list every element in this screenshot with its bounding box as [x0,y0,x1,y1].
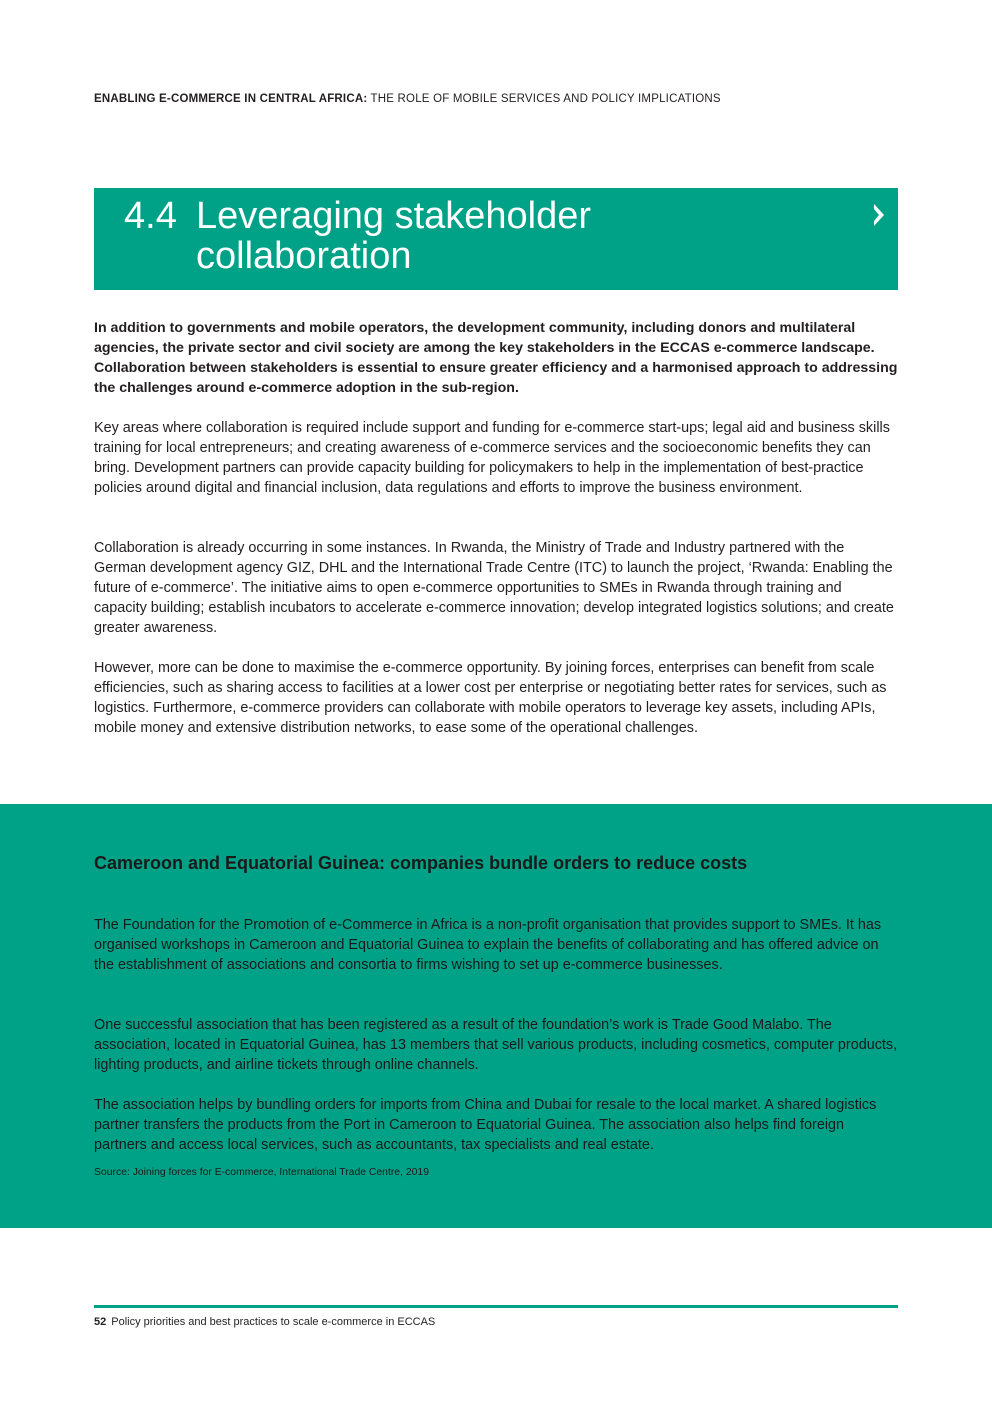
running-header [94,93,721,105]
case-study-paragraph: One successful association that has been registered as a result of the foundation’s work is Trade Good Malabo. The association, located in Equatorial Guinea, has 13 members that sell various products, including cosmetics, computer products, lighting products, and airline tickets through online channels. [94,1017,898,1073]
case-study-source: Source: Joining forces for E-commerce, International Trade Centre, 2019 [94,1167,429,1178]
case-study-paragraph: The Foundation for the Promotion of e-Commerce in Africa is a non-profit organisation that provides support to SMEs. It has organised workshops in Cameroon and Equatorial Guinea to explain the benefits of collaborating and has offered advice on the establishment of associations and consortia to firms wishing to set up e-commerce businesses. [94,917,882,973]
case-study-title: Cameroon and Equatorial Guinea: companies bundle orders to reduce costs [94,853,748,873]
running-header-bold: ENABLING E-COMMERCE IN CENTRAL AFRICA: [94,93,368,105]
body-paragraph: However, more can be done to maximise the e-commerce opportunity. By joining forces, enterprises can benefit from scale efficiencies, such as sharing access to facilities at a lower cost per enterprise or negotiating better rates for services, such as logistics. Furthermore, e-commerce providers can collaborate with mobile operators to leverage key assets, including APIs, mobile money and extensive distribution networks, to ease some of the operational challenges. [94,660,887,736]
section-number: 4.4 [124,195,177,237]
page-footer [94,1316,435,1328]
body-paragraph: Key areas where collaboration is required include support and funding for e-commerce start-ups; legal aid and business skills training for local entrepreneurs; and creating awareness of e-commerce services and the socioeconomic benefits they can bring. Development partners can provide capacity building for policymakers to help in the implementation of best-practice policies around digital and financial inclusion, data regulations and efforts to improve the business environment. [94,420,890,496]
page-number: 52 [94,1316,107,1328]
footer-text: Policy priorities and best practices to scale e-commerce in ECCAS [111,1316,436,1328]
chevron-right-icon [873,203,885,227]
running-header-rest: THE ROLE OF MOBILE SERVICES AND POLICY IMPLICATIONS [367,93,721,105]
body-paragraph: Collaboration is already occurring in some instances. In Rwanda, the Ministry of Trade and Industry partnered with the German development agency GIZ, DHL and the International Trade Centre (ITC) to launch the project, ‘Rwanda: Enabling the future of e-commerce’. The initiative aims to open e-commerce opportunities to SMEs in Rwanda through training and capacity building; establish incubators to accelerate e-commerce innovation; develop integrated logistics solutions; and create greater awareness. [94,540,894,636]
case-study-box [0,804,992,1228]
intro-paragraph: In addition to governments and mobile operators, the development community, including donors and multilateral agencies, the private sector and civil society are among the key stakeholders in the ECCAS e-commerce landscape. Collaboration between stakeholders is essential to ensure greater efficiency and a harmonised approach to addressing the challenges around e-commerce adoption in the sub-region. [94,320,898,396]
section-banner [94,188,898,290]
footer-divider [94,1305,898,1308]
section-title: Leveraging stakeholder collaboration [196,195,592,277]
case-study-paragraph: The association helps by bundling orders for imports from China and Dubai for resale to the local market. A shared logistics partner transfers the products from the Port in Cameroon to Equatorial Guinea. The association also helps find foreign partners and access local services, such as accountants, tax specialists and real estate. [94,1097,877,1153]
